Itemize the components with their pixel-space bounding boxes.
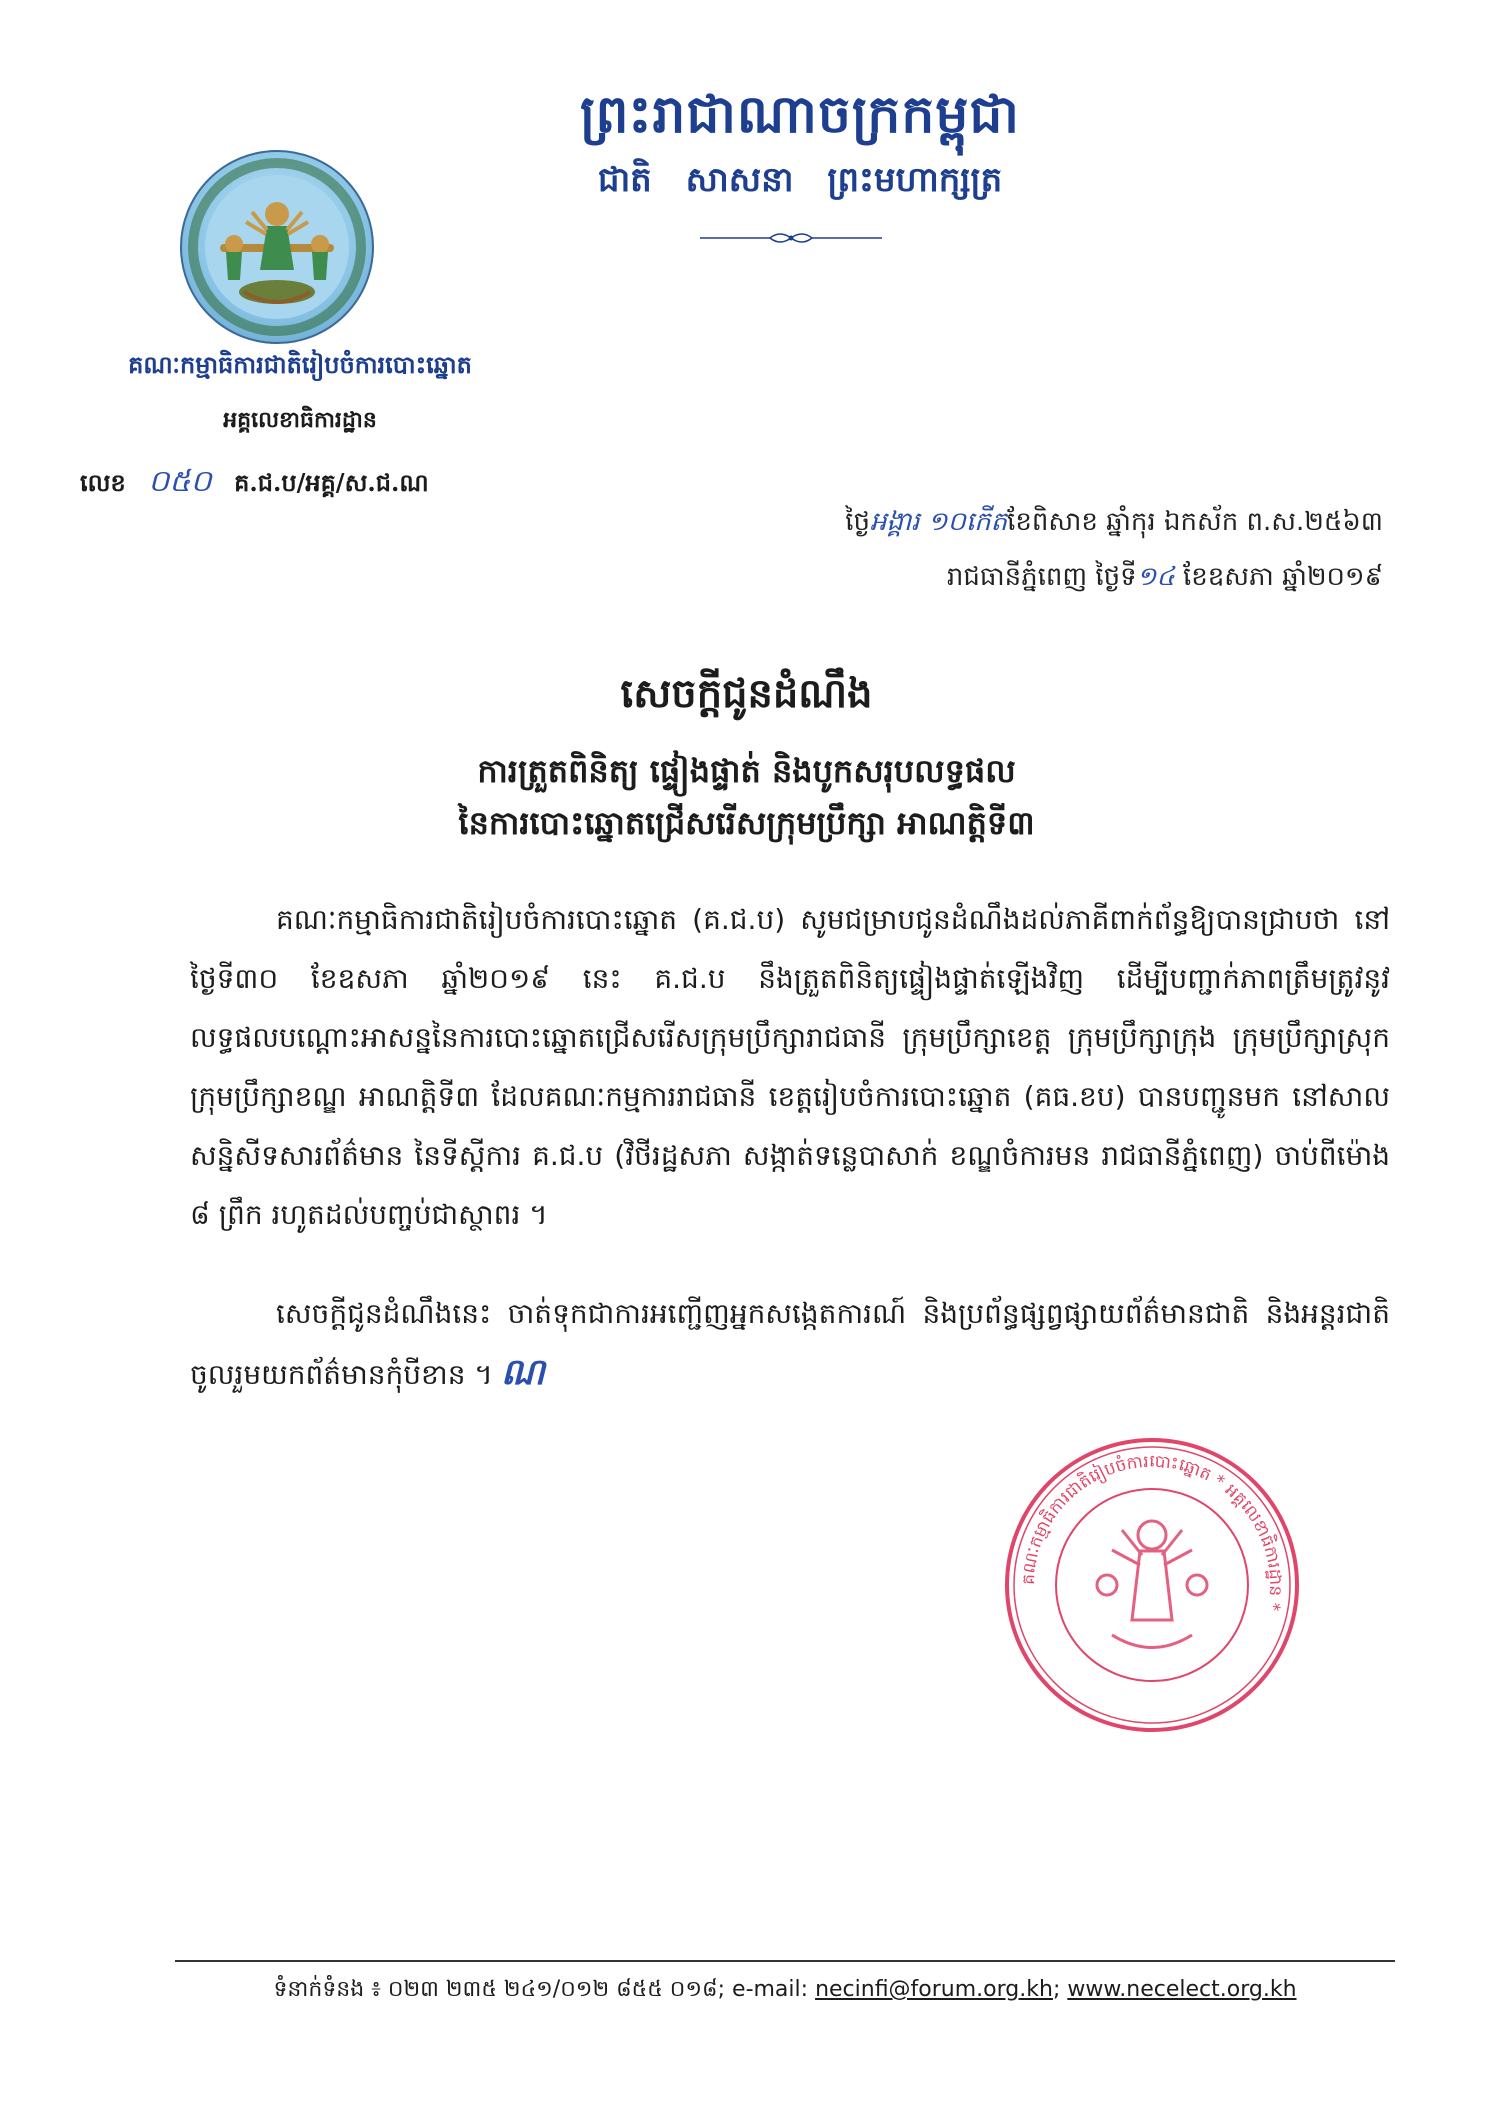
secretariat-name: អគ្គលេខាធិការដ្ឋាន <box>223 407 377 433</box>
document-subtitle <box>0 745 1493 849</box>
contact-phones: ០២៣ ២៣៥ ២៤១/០១២ ៨៥៥ ០១៨; <box>387 1977 726 2002</box>
ornament-divider <box>700 228 882 248</box>
solar-suffix: ខែឧសភា ឆ្នាំ២០១៩ <box>1183 562 1383 592</box>
body-paragraph-2 <box>190 1284 1390 1404</box>
contact-label: ទំនាក់ទំនង ៖ <box>273 1977 381 2002</box>
website-link[interactable]: www.necelect.org.kh <box>1067 1977 1297 2002</box>
footer-divider <box>175 1960 1395 1962</box>
lunar-date-line <box>845 505 1383 543</box>
lunar-handwritten: អង្គារ ១០កើត <box>870 507 1008 537</box>
body-paragraph-1: គណៈកម្មាធិការជាតិរៀបចំការបោះឆ្នោត (គ.ជ.ប) សូមជម្រាបជូនដំណឹងដល់ភាគីពាក់ព័ន្ធឱ្យបានជ្រាបថា នៅថ្ងៃទី៣០ ខែឧសភា ឆ្នាំ២០១៩ នេះ គ.ជ.ប នឹងត្រួតពិនិត្យផ្ទៀងផ្ទាត់ឡើងវិញ ដើម្បីបញ្ជាក់ភាពត្រឹមត្រូវនូវលទ្ធផលបណ្តោះអាសន្ននៃការបោះឆ្នោតជ្រើសរើសក្រុមប្រឹក្សារាជធានី ក្រុមប្រឹក្សាខេត្ត ក្រុមប្រឹក្សាក្រុង ក្រុមប្រឹក្សាស្រុក ក្រុមប្រឹក្សាខណ្ឌ អាណត្តិទី៣ ដែលគណៈកម្មការរាជធានី ខេត្តរៀបចំការបោះឆ្នោត (គធ.ខប) បានបញ្ជូនមក នៅសាលសន្និសីទសារព័ត៌មាន នៃទីស្តីការ គ.ជ.ប (វិថីរដ្ឋសភា សង្កាត់ទន្លេបាសាក់ ខណ្ឌចំការមន រាជធានីភ្នំពេញ) ចាប់ពីម៉ោង ៨ ព្រឹក រហូតដល់បញ្ចប់ជាស្ថាពរ ។ <box>190 903 1390 1231</box>
official-seal-stamp <box>1002 1435 1302 1735</box>
ref-code: គ.ជ.ប/អគ្គ/ស.ជ.ណ <box>234 468 429 497</box>
footer-contact: ទំនាក់ទំនង ៖ ០២៣ ២៣៥ ២៤១/០១២ ៨៥៥ ០១៨; e-mail: necinfi@forum.org.kh; www.necelect.org.kh <box>273 1977 1297 2002</box>
email-label: e-mail: <box>732 1977 809 2002</box>
solar-day-handwritten: ១៤ <box>1136 562 1175 592</box>
reference-number-line <box>80 462 429 506</box>
national-motto: ជាតិ សាសនា ព្រះមហាក្សត្រ <box>597 160 1003 200</box>
lunar-suffix: ខែពិសាខ ឆ្នាំកុរ ឯកស័ក ព.ស.២៥៦៣ <box>1007 507 1383 537</box>
handwritten-initials: ណ <box>500 1352 545 1393</box>
solar-date-line <box>947 560 1383 598</box>
solar-prefix: រាជធានីភ្នំពេញ ថ្ងៃទី <box>946 562 1137 592</box>
subtitle-line-1: ការត្រួតពិនិត្យ ផ្ទៀងផ្ទាត់ និងបូកសរុបលទ្ធផល <box>477 752 1016 790</box>
kingdom-heading: ព្រះរាជាណាចក្រកម្ពុជា <box>580 84 1020 145</box>
seal-ring-text: គណៈកម្មាធិការជាតិរៀបចំការបោះឆ្នោត * អគ្គលេខាធិការដ្ឋាន * <box>1018 1451 1286 1613</box>
subtitle-line-2: នៃការបោះឆ្នោតជ្រើសរើសក្រុមប្រឹក្សា អាណត្តិទី៣ <box>458 804 1035 842</box>
logo-emblem-icon <box>182 152 372 342</box>
ref-label: លេខ <box>80 468 126 497</box>
body-paragraph-2-text: សេចក្តីជូនដំណឹងនេះ ចាត់ទុកជាការអញ្ជើញអ្នកសង្កេតការណ៍ និងប្រព័ន្ធផ្សព្វផ្សាយព័ត៌មានជាតិ និងអន្តរជាតិចូលរួមយកព័ត៌មានកុំបីខាន ។ <box>190 1297 1390 1391</box>
email-link[interactable]: necinfi@forum.org.kh <box>815 1977 1053 2002</box>
document-body <box>190 890 1390 1444</box>
lunar-prefix: ថ្ងៃ <box>845 507 871 537</box>
nec-logo <box>180 150 374 344</box>
ref-number-handwritten: ០៥០ <box>148 464 212 499</box>
document-title: សេចក្តីជូនដំណឹង <box>620 670 873 717</box>
committee-name: គណៈកម្មាធិការជាតិរៀបចំការបោះឆ្នោត <box>128 350 472 379</box>
